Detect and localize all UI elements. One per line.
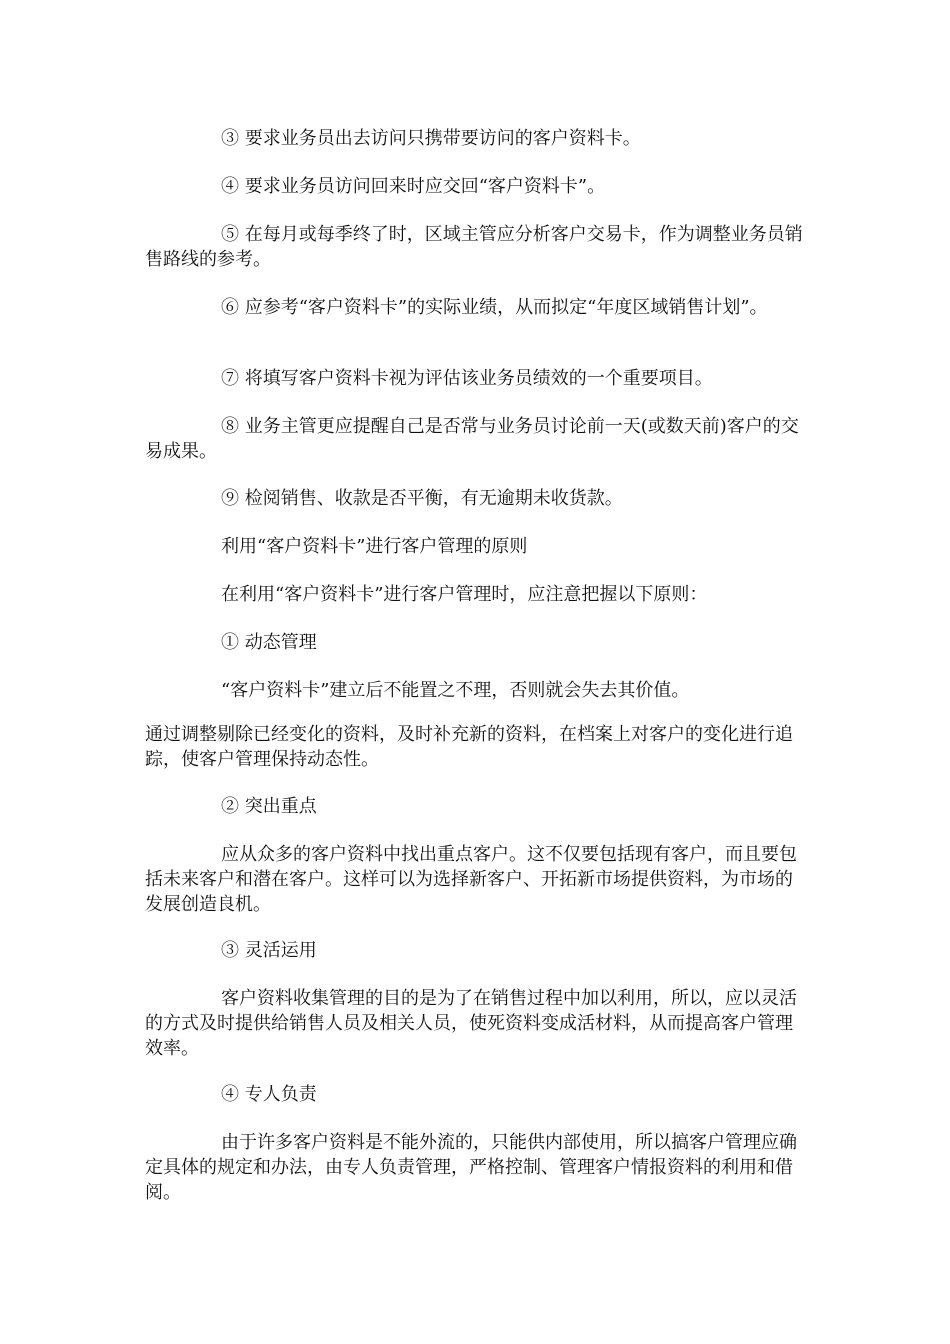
- paragraph-item-3-card-carry: ③ 要求业务员出去访问只携带要访问的客户资料卡。: [221, 128, 641, 149]
- paragraph-dynamic-2: 通过调整剔除已经变化的资料，及时补充新的资料，在档案上对客户的变化进行追踪，使客户管理保持动态性。: [145, 724, 793, 770]
- subheading-highlight-key: ② 突出重点: [221, 796, 317, 817]
- paragraph-flexible-use: 客户资料收集管理的目的是为了在销售过程中加以利用，所以，应以灵活的方式及时提供给销售人员及相关人员，使死资料变成活材料，从而提高客户管理效率。: [145, 988, 797, 1059]
- paragraph-item-9-balance: ⑨ 检阅销售、收款是否平衡，有无逾期未收货款。: [221, 488, 623, 509]
- paragraph-item-4-card-return: ④ 要求业务员访问回来时应交回“客户资料卡”。: [221, 176, 606, 197]
- paragraph-principles-intro: 在利用“客户资料卡”进行客户管理时，应注意把握以下原则：: [221, 584, 708, 605]
- paragraph-highlight-key: 应从众多的客户资料中找出重点客户。这不仅要包括现有客户，而且要包括未来客户和潜在客户。这样可以为选择新客户、开拓新市场提供资料，为市场的发展创造良机。: [145, 844, 797, 915]
- paragraph-item-7-performance: ⑦ 将填写客户资料卡视为评估该业务员绩效的一个重要项目。: [221, 368, 713, 389]
- subheading-dynamic-management: ① 动态管理: [221, 632, 317, 653]
- paragraph-item-8-discussion: ⑧ 业务主管更应提醒自己是否常与业务员讨论前一天(或数天前)客户的交易成果。: [145, 416, 799, 462]
- section-heading-principles: 利用“客户资料卡”进行客户管理的原则: [221, 536, 528, 557]
- subheading-dedicated-person: ④ 专人负责: [221, 1084, 317, 1105]
- paragraph-dedicated-person: 由于许多客户资料是不能外流的，只能供内部使用，所以搞客户管理应确定具体的规定和办法，由专人负责管理，严格控制、管理客户情报资料的利用和借阅。: [145, 1132, 797, 1203]
- paragraph-item-6-annual-plan: ⑥ 应参考“客户资料卡”的实际业绩，从而拟定“年度区域销售计划”。: [221, 297, 768, 318]
- paragraph-item-5-route-analysis: ⑤ 在每月或每季终了时，区域主管应分析客户交易卡，作为调整业务员销售路线的参考。: [145, 224, 803, 270]
- paragraph-dynamic-1: “客户资料卡”建立后不能置之不理，否则就会失去其价值。: [221, 680, 690, 701]
- subheading-flexible-use: ③ 灵活运用: [221, 940, 317, 961]
